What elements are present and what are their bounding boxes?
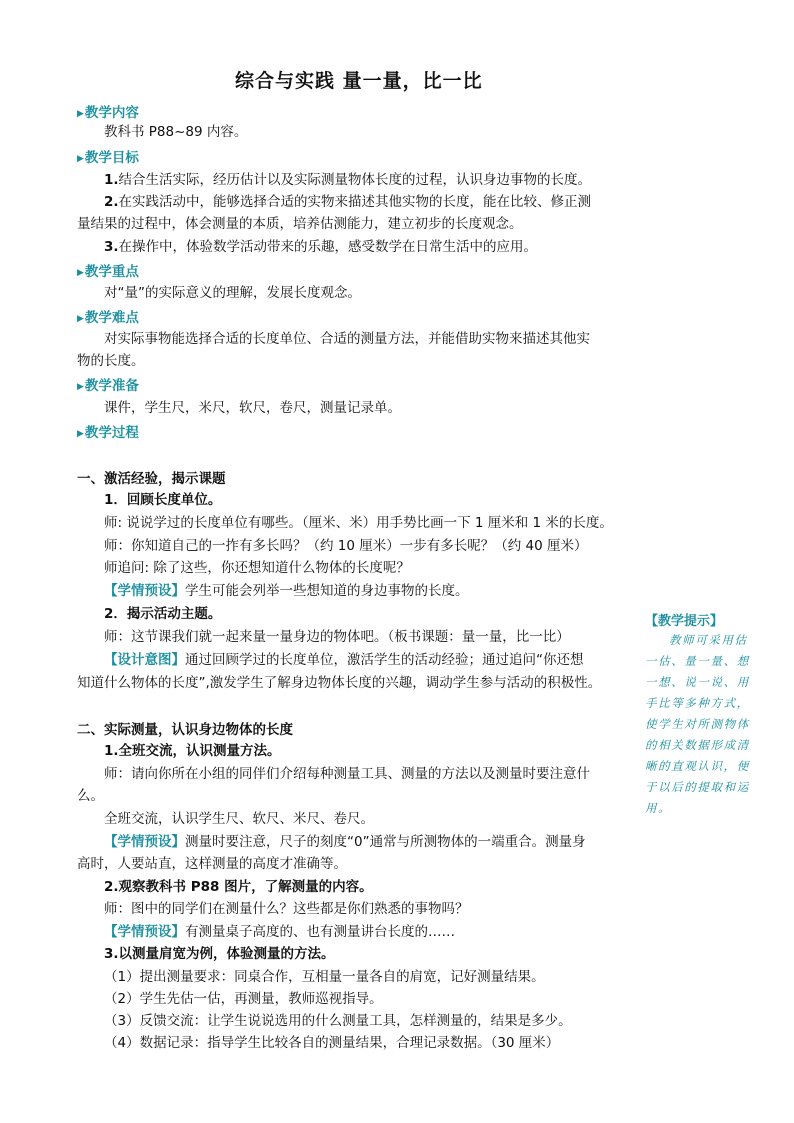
part1-note2b: 知道什么物体的长度”,激发学生了解身边物体长度的兴趣，调动学生参与活动的积极性。 xyxy=(77,675,602,691)
part1-step2: 2．揭示活动主题。 xyxy=(104,606,222,622)
part1-line3: 师追问: 除了这些，你还想知道什么物体的长度呢？ xyxy=(104,560,410,576)
part2-title: 二、实际测量，认识身边物体的长度 xyxy=(77,722,293,738)
part2-line1a: 师：请向你所在小组的同伴们介绍每种测量工具、测量的方法以及测量时要注意什 xyxy=(104,766,590,782)
part2-line3: 师：图中的同学们在测量什么？这些都是你们熟悉的事物吗？ xyxy=(104,901,469,917)
part2-step2: 2.观察教科书 P88 图片，了解测量的内容。 xyxy=(104,879,373,895)
goal-1: 1.结合生活实际，经历估计以及实际测量物体长度的过程，认识身边事物的长度。 xyxy=(104,172,592,188)
part1-line2: 师：你知道自己的一拃有多长吗？（约 10 厘米）一步有多长呢？（约 40 厘米） xyxy=(104,538,588,554)
goal-3: 3.在操作中，体验数学活动带来的乐趣，感受数学在日常生活中的应用。 xyxy=(104,239,538,255)
part1-note2a: 【设计意图】通过回顾学过的长度单位，激活学生的活动经验；通过追问“你还想 xyxy=(104,652,584,668)
heading-difficulty: ▶教学难点 xyxy=(77,310,139,326)
heading-prep: ▶教学准备 xyxy=(77,378,139,394)
part2-item2: （2）学生先估一估，再测量，教师巡视指导。 xyxy=(104,991,383,1007)
part2-item1: （1）提出测量要求：同桌合作，互相量一量各自的肩宽，记好测量结果。 xyxy=(104,969,545,985)
triangle-bullet-icon: ▶ xyxy=(77,382,84,392)
part2-line1b: 么。 xyxy=(77,788,104,804)
part2-line2: 全班交流，认识学生尺、软尺、米尺、卷尺。 xyxy=(104,811,374,827)
part2-item4: （4）数据记录：指导学生比较各自的测量结果，合理记录数据。（30 厘米） xyxy=(104,1035,560,1051)
heading-content: ▶教学内容 xyxy=(77,105,139,121)
triangle-bullet-icon: ▶ xyxy=(77,154,84,164)
page-title: 综合与实践 量一量，比一比 xyxy=(235,70,483,92)
part1-title: 一、激活经验，揭示课题 xyxy=(77,471,226,487)
heading-goals: ▶教学目标 xyxy=(77,150,139,166)
difficulty-text-b: 物的长度。 xyxy=(77,353,145,369)
goal-2a: 2.在实践活动中，能够选择合适的实物来描述其他实物的长度，能在比较、修正测 xyxy=(104,194,592,210)
part2-step3: 3.以测量肩宽为例，体验测量的方法。 xyxy=(104,946,335,962)
triangle-bullet-icon: ▶ xyxy=(77,268,84,278)
key-text: 对“量”的实际意义的理解，发展长度观念。 xyxy=(104,285,361,301)
triangle-bullet-icon: ▶ xyxy=(77,314,84,324)
sidebar-text: 教师可采用估一估、量一量、想一想、说一说、用手比等多种方式，使学生对所测物体的相关数据形成清晰的直观认识，便于以后的提取和运用。 xyxy=(645,633,750,815)
part2-note1b: 高时，人要站直，这样测量的高度才准确等。 xyxy=(77,856,347,872)
part2-step1: 1.全班交流，认识测量方法。 xyxy=(104,743,281,759)
heading-key: ▶教学重点 xyxy=(77,264,139,280)
sidebar-title: 【教学提示】 xyxy=(645,614,724,629)
part1-line4: 师：这节课我们就一起来量一量身边的物体吧。（板书课题：量一量，比一比） xyxy=(104,629,570,645)
part1-note1: 【学情预设】学生可能会列举一些想知道的身边事物的长度。 xyxy=(104,583,469,599)
part1-step1: 1．回顾长度单位。 xyxy=(104,492,222,508)
goal-2b: 量结果的过程中，体会测量的本质，培养估测能力，建立初步的长度观念。 xyxy=(77,216,523,232)
prep-text: 课件，学生尺，米尺，软尺，卷尺，测量记录单。 xyxy=(104,400,401,416)
part2-item3: （3）反馈交流：让学生说说选用的什么测量工具，怎样测量的，结果是多少。 xyxy=(104,1013,572,1029)
content-text: 教科书 P88~89 内容。 xyxy=(104,124,248,140)
part2-note2: 【学情预设】有测量桌子高度的、也有测量讲台长度的…… xyxy=(104,924,455,940)
part2-note1a: 【学情预设】测量时要注意，尺子的刻度“0”通常与所测物体的一端重合。测量身 xyxy=(104,834,586,850)
part1-line1: 师: 说说学过的长度单位有哪些。（厘米、米）用手势比画一下 1 厘米和 1 米的长度。 xyxy=(104,515,613,531)
heading-process: ▶教学过程 xyxy=(77,425,139,441)
triangle-bullet-icon: ▶ xyxy=(77,109,84,119)
triangle-bullet-icon: ▶ xyxy=(77,429,84,439)
difficulty-text-a: 对实际事物能选择合适的长度单位、合适的测量方法，并能借助实物来描述其他实 xyxy=(104,331,590,347)
